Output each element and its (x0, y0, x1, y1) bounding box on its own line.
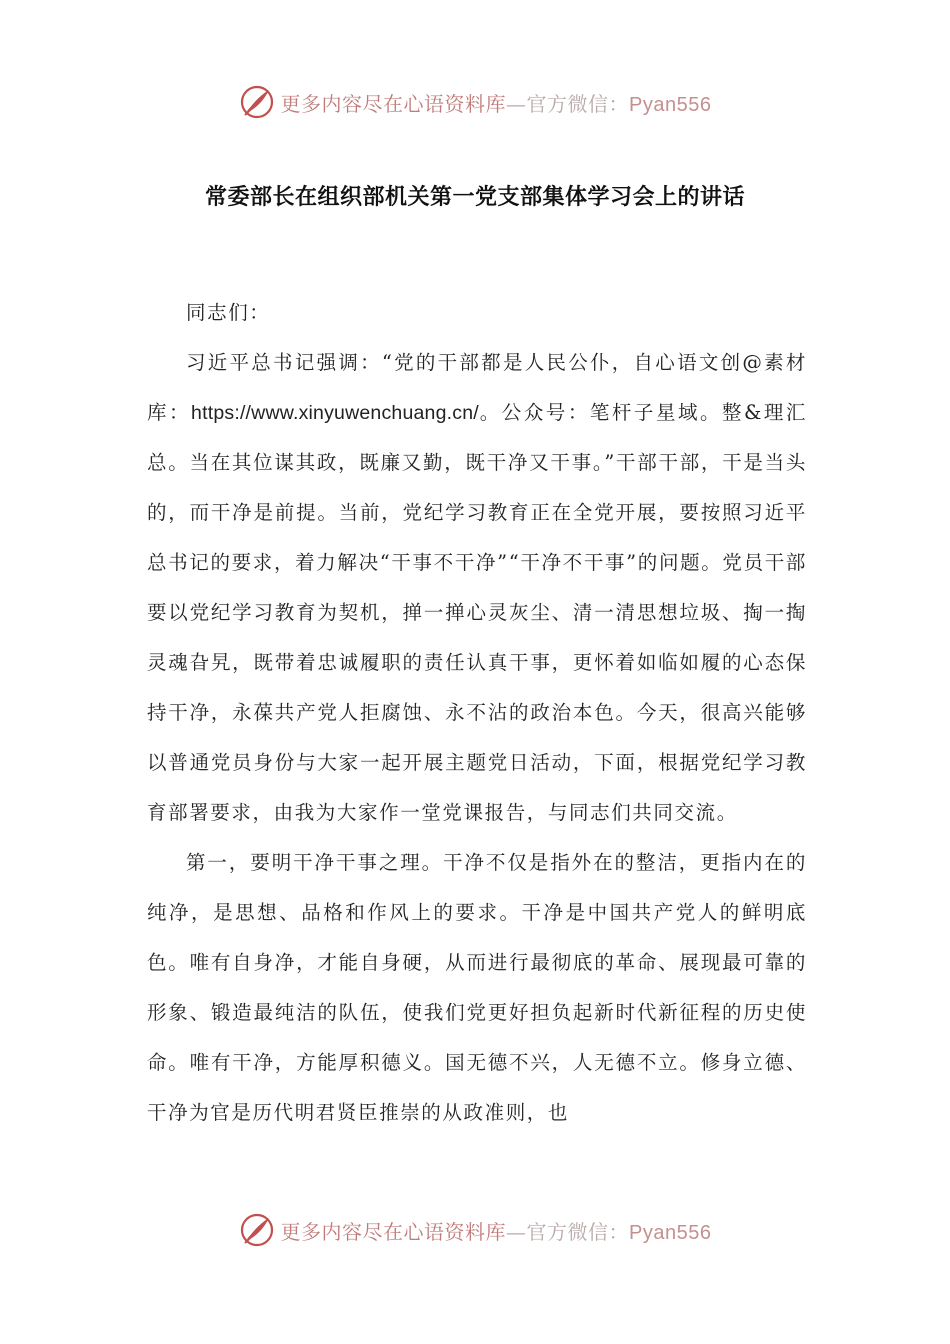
quill-logo-icon (239, 1212, 275, 1248)
banner-account: Pyan556 (629, 1221, 712, 1244)
footer-watermark-banner (0, 1208, 950, 1252)
source-url: https://www.xinyuwenchuang.cn/ (191, 402, 479, 424)
paragraph-1-part-b: 。公众号：笔杆子星域。整&理汇总。当在其位谋其政，既廉又勤，既干净又干事。”干部干部，干是当头的，而干净是前提。当前，党纪学习教育正在全党开展，要按照习近平总书记的要求，着力解决“干事不干净”“干净不干事”的问题。党员干部要以党纪学习教育为契机，掸一掸心灵灰尘、清一清思想垃圾、掏一掏灵魂旮旯，既带着忠诚履职的责任认真干事，更怀着如临如履的心态保持干净，永葆共产党人拒腐蚀、永不沾的政治本色。今天，很高兴能够以普通党员身份与大家一起开展主题党日活动，下面，根据党纪学习教育部署要求，由我为大家作一堂党课报告，与同志们共同交流。 (147, 401, 808, 824)
quill-logo-icon (239, 84, 275, 120)
banner-wechat-label: 官方微信： (526, 1219, 630, 1244)
banner-account: Pyan556 (629, 93, 712, 116)
banner-text (281, 88, 712, 117)
banner-brand-text: 更多内容尽在心语资料库 (280, 1219, 507, 1244)
banner-dash: — (506, 1219, 527, 1244)
paragraph-1 (147, 338, 807, 838)
banner-wechat-label: 官方微信： (526, 91, 630, 116)
salutation: 同志们： (186, 301, 271, 324)
banner-brand-text: 更多内容尽在心语资料库 (280, 91, 507, 116)
banner-text (281, 1216, 712, 1245)
header-watermark-banner (0, 80, 950, 124)
document-body (147, 288, 807, 1138)
document-title: 常委部长在组织部机关第一党支部集体学习会上的讲话 (204, 185, 745, 210)
paragraph-1-part-a: 习近平总书记强调：“党的干部都是人民公仆，自心语文创@素材库： (147, 351, 807, 424)
paragraph-2: 第一，要明干净干事之理。干净不仅是指外在的整洁，更指内在的纯净，是思想、品格和作风上的要求。干净是中国共产党人的鲜明底色。唯有自身净，才能自身硬，从而进行最彻底的革命、展现最可靠的形象、锻造最纯洁的队伍，使我们党更好担负起新时代新征程的历史使命。唯有干净，方能厚积德义。国无德不兴，人无德不立。修身立德、干净为官是历代明君贤臣推崇的从政准则，也 (147, 851, 807, 1124)
banner-dash: — (506, 91, 527, 116)
